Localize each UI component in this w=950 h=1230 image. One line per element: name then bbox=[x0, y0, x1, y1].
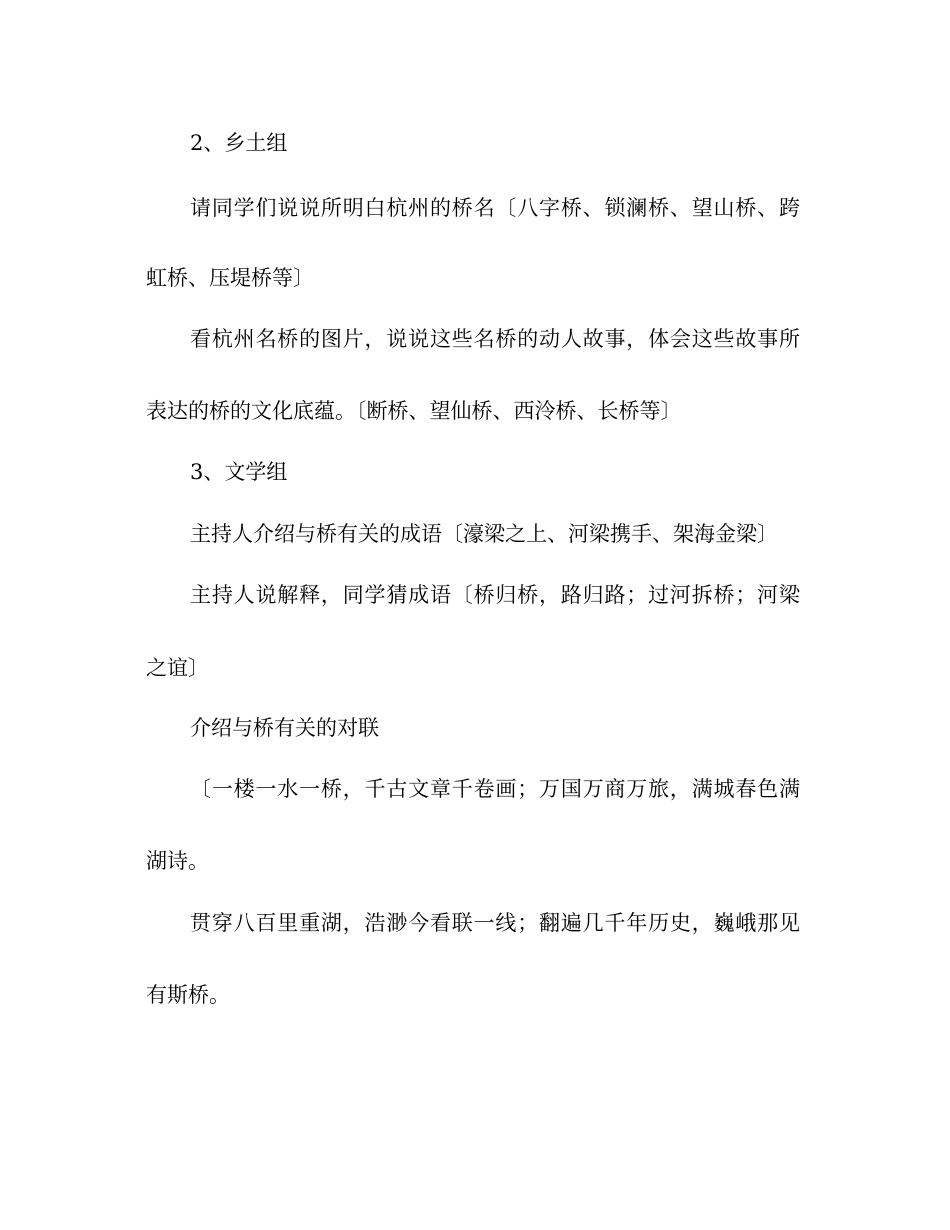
paragraph-line: 介绍与桥有关的对联 bbox=[190, 716, 379, 740]
paragraph-line: 之谊〕 bbox=[146, 656, 209, 680]
paragraph-line: 贯穿八百里重湖，浩渺今看联一线；翻遍几千年历史，巍峨那见 bbox=[190, 911, 800, 935]
section-heading-literature-group: 3、文学组 bbox=[190, 460, 288, 484]
paragraph-line: 湖诗。 bbox=[146, 849, 209, 873]
paragraph-line: 〔一楼一水一桥，千古文章千卷画；万国万商万旅，满城春色满 bbox=[190, 777, 800, 801]
paragraph-line: 请同学们说说所明白杭州的桥名〔八字桥、锁澜桥、望山桥、跨 bbox=[190, 196, 800, 220]
paragraph-line: 表达的桥的文化底蕴。〔断桥、望仙桥、西泠桥、长桥等〕 bbox=[146, 399, 682, 423]
section-heading-rural-group: 2、乡土组 bbox=[190, 131, 288, 155]
paragraph-line: 看杭州名桥的图片，说说这些名桥的动人故事，体会这些故事所 bbox=[190, 327, 800, 351]
paragraph-line: 主持人说解释，同学猜成语〔桥归桥，路归路；过河拆桥；河梁 bbox=[190, 583, 800, 607]
paragraph-line: 主持人介绍与桥有关的成语〔濠梁之上、河梁携手、架海金梁〕 bbox=[190, 522, 778, 546]
paragraph-line: 有斯桥。 bbox=[146, 983, 230, 1007]
paragraph-line: 虹桥、压堤桥等〕 bbox=[146, 266, 314, 290]
